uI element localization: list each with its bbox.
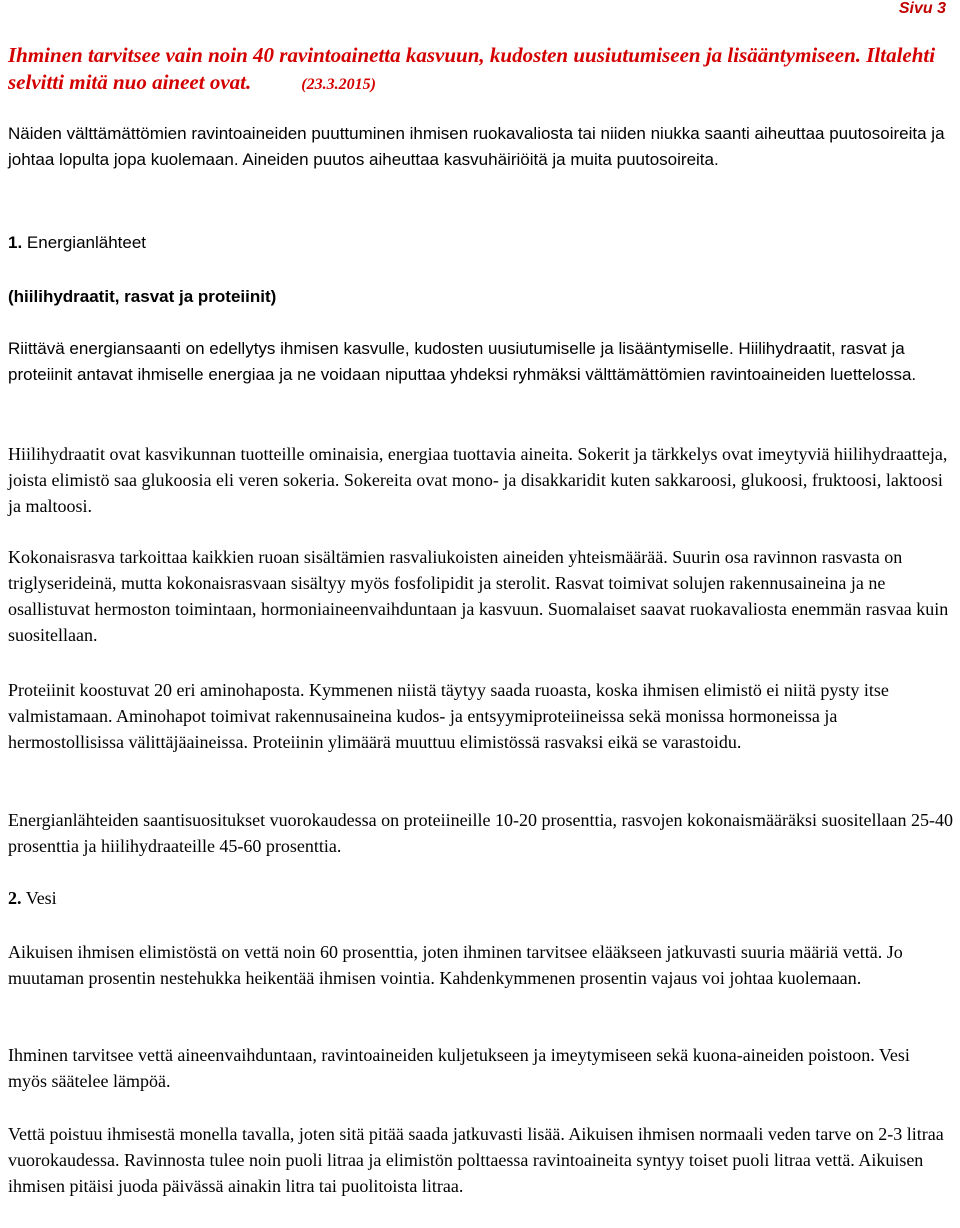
- section-1-paragraph-2: Hiilihydraatit ovat kasvikunnan tuotteille ominaisia, energiaa tuottavia aineita. Sokerit ja tärkkelys ovat imeytyviä hiilihydraatteja, joista elimistö saa glukoosia eli veren sokeria. Sokereita ovat mono- ja disakkaridit kuten sakkaroosi, glukoosi, fruktoosi, laktoosi ja maltoosi.: [8, 444, 948, 516]
- section-1-paragraph-3: Kokonaisrasva tarkoittaa kaikkien ruoan sisältämien rasvaliukoisten aineiden yhteismäärää. Suurin osa ravinnon rasvasta on triglyserideinä, mutta kokonaisrasvaan sisältyy myös fosfolipidit ja sterolit. Rasvat toimivat solujen rakennusaineina ja ne osallistuvat hermoston toimintaan, hormoniaineenvaihduntaan ja kasvuun. Suomalaiset saavat ruokavaliosta enemmän rasvaa kuin suositellaan.: [8, 547, 949, 645]
- section-2-paragraph-3: Vettä poistuu ihmisestä monella tavalla, joten sitä pitää saada jatkuvasti lisää. Aikuisen ihmisen normaali veden tarve on 2-3 litraa vuorokaudessa. Ravinnosta tulee noin puoli litraa ja elimistön polttaessa ravintoaineita syntyy toiset puoli litraa vettä. Aikuisen ihmisen pitäisi juoda päivässä ainakin litra tai puolitoista litraa.: [8, 1124, 944, 1196]
- article-title: [8, 42, 938, 98]
- page-number: Sivu 3: [898, 0, 946, 17]
- article-date: (23.3.2015): [301, 76, 376, 93]
- section-1-heading: [8, 230, 948, 256]
- section-1-paragraph-4: Proteiinit koostuvat 20 eri aminohaposta. Kymmenen niistä täytyy saada ruoasta, koska ihmisen elimistö ei niitä pysty itse valmistamaan. Aminohapot toimivat rakennusaineina kudos- ja entsyymiproteiineissa sekä monissa hormoneissa ja hermostollisissa välittäjäaineissa. Proteiinin ylimäärä muuttuu elimistössä rasvaksi eikä se varastoidu.: [8, 680, 889, 752]
- section-1-paragraph-1: Riittävä energiansaanti on edellytys ihmisen kasvulle, kudosten uusiutumiselle ja lisääntymiselle. Hiilihydraatit, rasvat ja proteiinit antavat ihmiselle energiaa ja ne voidaan niputtaa yhdeksi ryhmäksi välttämättömien ravintoaineiden luettelossa.: [8, 339, 917, 384]
- section-2-paragraph-2: Ihminen tarvitsee vettä aineenvaihduntaan, ravintoaineiden kuljetukseen ja imeytymiseen sekä kuona-aineiden poistoon. Vesi myös säätelee lämpöä.: [8, 1045, 910, 1091]
- section-1-title: Energianlähteet: [26, 233, 147, 252]
- title-text: Ihminen tarvitsee vain noin 40 ravintoainetta kasvuun, kudosten uusiutumiseen ja lisääntymiseen. Iltalehti selvitti mitä nuo aineet ovat.: [8, 43, 936, 94]
- section-2-number: 2.: [8, 888, 22, 908]
- intro-paragraph: Näiden välttämättömien ravintoaineiden puuttuminen ihmisen ruokavaliosta tai niiden niukka saanti aiheuttaa puutosoireita ja johtaa lopulta jopa kuolemaan. Aineiden puutos aiheuttaa kasvuhäiriöitä ja muita puutosoireita.: [8, 124, 945, 169]
- section-2-paragraph-1: Aikuisen ihmisen elimistöstä on vettä noin 60 prosenttia, joten ihminen tarvitsee elääkseen jatkuvasti suuria määriä vettä. Jo muutaman prosentin nestehukka heikentää ihmisen vointia. Kahdenkymmenen prosentin vajaus voi johtaa kuolemaan.: [8, 942, 903, 988]
- section-2-title: Vesi: [25, 888, 57, 908]
- section-1-number: 1.: [8, 233, 23, 252]
- section-2-heading: [8, 885, 953, 911]
- section-1-paragraph-5: Energianlähteiden saantisuositukset vuorokaudessa on proteiineille 10-20 prosenttia, rasvojen kokonaismääräksi suositellaan 25-40 prosenttia ja hiilihydraateille 45-60 prosenttia.: [8, 810, 953, 856]
- section-1-subheading: (hiilihydraatit, rasvat ja proteiinit): [8, 287, 277, 306]
